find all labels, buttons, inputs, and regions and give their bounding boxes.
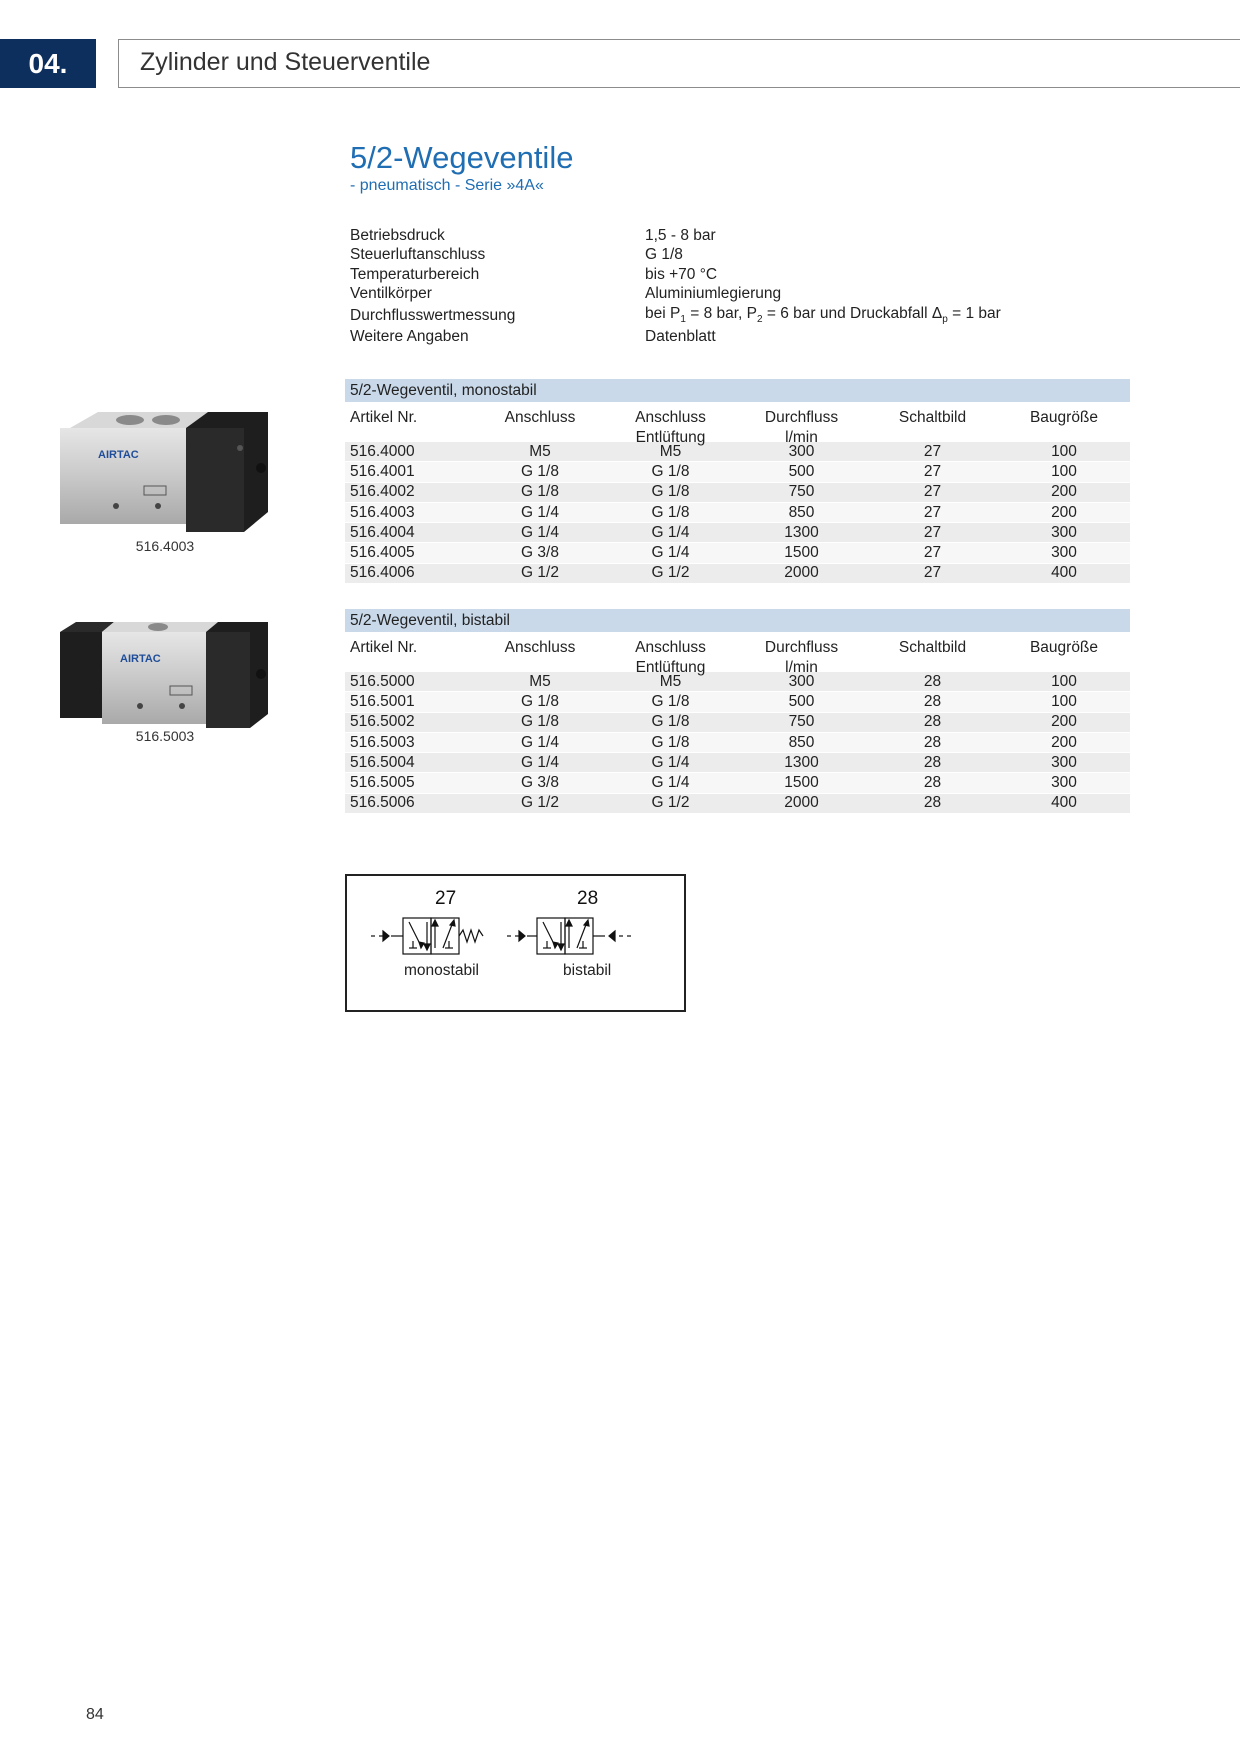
table-cell: 516.5002: [350, 713, 415, 731]
table-row: [345, 523, 1130, 543]
column-header-text: Baugröße: [1029, 409, 1099, 426]
column-header: [998, 638, 1130, 672]
table-cell: 27: [923, 483, 942, 501]
table-cell: G 1/8: [521, 713, 559, 731]
table-cell: 28: [923, 794, 942, 812]
column-header-text: Anschluss: [504, 409, 576, 426]
spec-value: 1,5 - 8 bar: [645, 226, 716, 244]
table-cell: 400: [1051, 564, 1077, 582]
spec-value-flow: [645, 305, 1130, 325]
table-cell: 28: [923, 774, 942, 792]
table-row: [345, 713, 1130, 733]
spec-value-part: = 8 bar, P: [685, 305, 757, 323]
table-cell: M5: [659, 442, 682, 460]
table-cell: G 1/2: [521, 794, 559, 812]
table-cell: 850: [788, 503, 815, 521]
table-cell: 1500: [784, 544, 819, 562]
table-cell: 516.4006: [350, 564, 415, 582]
table-cell: 516.4001: [350, 462, 415, 480]
table-cell: G 3/8: [521, 774, 559, 792]
table-cell: 1300: [784, 753, 819, 771]
table-cell: 516.4004: [350, 523, 415, 541]
product-table-monostabil: [345, 402, 1130, 584]
table-cell: M5: [659, 672, 682, 690]
table-cell: M5: [529, 442, 551, 460]
table-cell: 300: [788, 672, 815, 690]
table-body: [345, 442, 1130, 584]
table-cell: G 3/8: [521, 544, 559, 562]
table-cell: 300: [1051, 544, 1077, 562]
table-cell: 200: [1051, 503, 1077, 521]
table-cell: 100: [1051, 442, 1077, 460]
table-cell: 516.4000: [350, 442, 415, 460]
table-cell: 516.5005: [350, 774, 415, 792]
table-row: [345, 543, 1130, 563]
column-header: [736, 638, 867, 676]
spec-row: [350, 327, 1130, 347]
table-cell: 28: [923, 753, 942, 771]
table-cell: 100: [1051, 462, 1077, 480]
table-header: [345, 402, 1130, 446]
column-header: [605, 638, 736, 676]
spec-row: [350, 265, 1130, 285]
table-cell: 400: [1051, 794, 1077, 812]
table-cell: 500: [788, 462, 815, 480]
column-header-text: Artikel Nr.: [350, 409, 418, 426]
table-row: [345, 794, 1130, 814]
column-header-text: Anschluss: [635, 409, 706, 426]
table-cell: 850: [788, 733, 815, 751]
valve-logo: AIRTAC: [98, 449, 139, 461]
column-header-text: Schaltbild: [898, 639, 967, 656]
table-cell: G 1/2: [651, 794, 690, 812]
table-cell: G 1/2: [651, 564, 690, 582]
table-row: [345, 753, 1130, 773]
spec-value: Aluminiumlegierung: [645, 285, 782, 303]
table-cell: 2000: [784, 794, 819, 812]
valve-photo-bistabil: [58, 618, 270, 730]
table-row: [345, 733, 1130, 753]
table-cell: 750: [788, 713, 815, 731]
table-cell: G 1/4: [651, 544, 690, 562]
table-row: [345, 442, 1130, 462]
table-cell: 27: [923, 462, 942, 480]
table-cell: G 1/4: [521, 523, 559, 541]
table-cell: 750: [788, 483, 815, 501]
table-cell: 516.5003: [350, 733, 415, 751]
table-cell: 300: [788, 442, 815, 460]
table-cell: 200: [1051, 733, 1077, 751]
product-subtitle: - pneumatisch - Serie »4A«: [350, 177, 544, 194]
column-header: [736, 408, 867, 446]
table-cell: G 1/4: [521, 733, 559, 751]
spec-label: Betriebsdruck: [350, 226, 445, 244]
section-title-bistabil: 5/2-Wegeventil, bistabil: [345, 609, 1130, 632]
spec-row: [350, 246, 1130, 266]
column-header-text: Durchfluss: [764, 409, 839, 426]
column-header-text: Anschluss: [635, 639, 706, 656]
valve-logo: AIRTAC: [120, 653, 161, 665]
symbol-number: 28: [577, 888, 599, 909]
spec-subscript: 2: [757, 314, 763, 326]
spec-label: Durchflusswertmessung: [350, 306, 516, 324]
symbol-label: bistabil: [563, 962, 612, 979]
spec-list: [350, 226, 1130, 347]
chapter-title: Zylinder und Steuerventile: [140, 48, 431, 76]
table-cell: 27: [923, 544, 942, 562]
table-cell: 27: [923, 564, 942, 582]
table-cell: G 1/4: [651, 523, 690, 541]
table-row: [345, 564, 1130, 584]
column-header-text: Entlüftung: [635, 429, 706, 446]
table-cell: 2000: [784, 564, 819, 582]
column-header: [867, 638, 998, 672]
symbol-number: 27: [435, 888, 457, 909]
table-cell: 28: [923, 713, 942, 731]
table-cell: 27: [923, 442, 942, 460]
column-header: [475, 408, 605, 442]
table-cell: 1500: [784, 774, 819, 792]
table-cell: 516.5000: [350, 672, 415, 690]
table-cell: G 1/4: [521, 503, 559, 521]
table-cell: G 1/8: [521, 483, 559, 501]
table-cell: 516.4005: [350, 544, 415, 562]
table-cell: 1300: [784, 523, 819, 541]
table-cell: G 1/8: [651, 483, 690, 501]
column-header: [475, 638, 605, 672]
circuit-symbols-box: [345, 874, 686, 1012]
spec-label: Weitere Angaben: [350, 327, 469, 345]
table-cell: 300: [1051, 753, 1077, 771]
table-cell: 200: [1051, 483, 1077, 501]
table-cell: G 1/2: [521, 564, 559, 582]
table-cell: 516.5004: [350, 753, 415, 771]
column-header-text: Baugröße: [1029, 639, 1099, 656]
spec-label: Temperaturbereich: [350, 265, 480, 283]
column-header: [605, 408, 736, 446]
table-cell: 516.4003: [350, 503, 415, 521]
table-row: [345, 483, 1130, 503]
column-header-text: Anschluss: [504, 639, 576, 656]
valve-photo-monostabil: [58, 408, 270, 538]
spec-value-part: bei P: [645, 305, 681, 323]
table-cell: G 1/4: [651, 753, 690, 771]
spec-label: Ventilkörper: [350, 285, 432, 303]
spec-row: [350, 285, 1130, 305]
table-row: [345, 503, 1130, 523]
table-cell: 516.5001: [350, 692, 415, 710]
table-cell: 100: [1051, 692, 1077, 710]
section-title-monostabil: 5/2-Wegeventil, monostabil: [345, 379, 1130, 402]
table-cell: 28: [923, 672, 942, 690]
table-cell: M5: [529, 672, 551, 690]
chapter-number: 04.: [0, 39, 96, 88]
table-cell: 516.4002: [350, 483, 415, 501]
table-cell: 28: [923, 692, 942, 710]
photo-caption: 516.4003: [135, 538, 195, 554]
spec-value: Datenblatt: [645, 327, 716, 345]
product-table-bistabil: [345, 632, 1130, 814]
product-title: 5/2-Wegeventile: [350, 140, 574, 175]
column-header: [345, 638, 475, 672]
spec-row: [350, 304, 1130, 327]
column-header-text: l/min: [785, 659, 818, 676]
spec-value: bis +70 °C: [645, 265, 718, 283]
column-header: [867, 408, 998, 442]
column-header-text: l/min: [785, 429, 818, 446]
spec-value-part: = 1 bar: [947, 305, 1001, 323]
column-header-text: Schaltbild: [898, 409, 967, 426]
column-header: [345, 408, 475, 442]
table-cell: G 1/8: [651, 692, 690, 710]
table-cell: 300: [1051, 523, 1077, 541]
column-header-text: Artikel Nr.: [350, 639, 418, 656]
table-cell: 200: [1051, 713, 1077, 731]
column-header-text: Durchfluss: [764, 639, 839, 656]
table-cell: G 1/8: [521, 462, 559, 480]
table-cell: G 1/8: [651, 733, 690, 751]
table-cell: 27: [923, 503, 942, 521]
table-cell: 27: [923, 523, 942, 541]
spec-subscript: 1: [680, 314, 686, 326]
valve-symbols: [347, 914, 684, 958]
table-cell: G 1/8: [651, 462, 690, 480]
table-cell: G 1/4: [521, 753, 559, 771]
spec-value-part: = 6 bar und Druckabfall Δ: [762, 305, 943, 323]
table-row: [345, 692, 1130, 712]
table-row: [345, 773, 1130, 793]
photo-caption: 516.5003: [135, 728, 195, 744]
symbol-label: monostabil: [404, 962, 479, 979]
table-row: [345, 462, 1130, 482]
spec-subscript: p: [942, 314, 948, 326]
table-cell: 500: [788, 692, 815, 710]
table-cell: G 1/8: [651, 503, 690, 521]
table-row: [345, 672, 1130, 692]
table-header: [345, 632, 1130, 676]
column-header-text: Entlüftung: [635, 659, 706, 676]
table-cell: G 1/4: [651, 774, 690, 792]
table-cell: 516.5006: [350, 794, 415, 812]
page-number: 84: [86, 1706, 104, 1723]
table-cell: 300: [1051, 774, 1077, 792]
column-header: [998, 408, 1130, 442]
table-cell: G 1/8: [651, 713, 690, 731]
table-cell: 100: [1051, 672, 1077, 690]
spec-row: [350, 226, 1130, 246]
table-cell: G 1/8: [521, 692, 559, 710]
spec-value: G 1/8: [645, 246, 683, 264]
spec-label: Steuerluftanschluss: [350, 246, 486, 264]
table-body: [345, 672, 1130, 814]
table-cell: 28: [923, 733, 942, 751]
